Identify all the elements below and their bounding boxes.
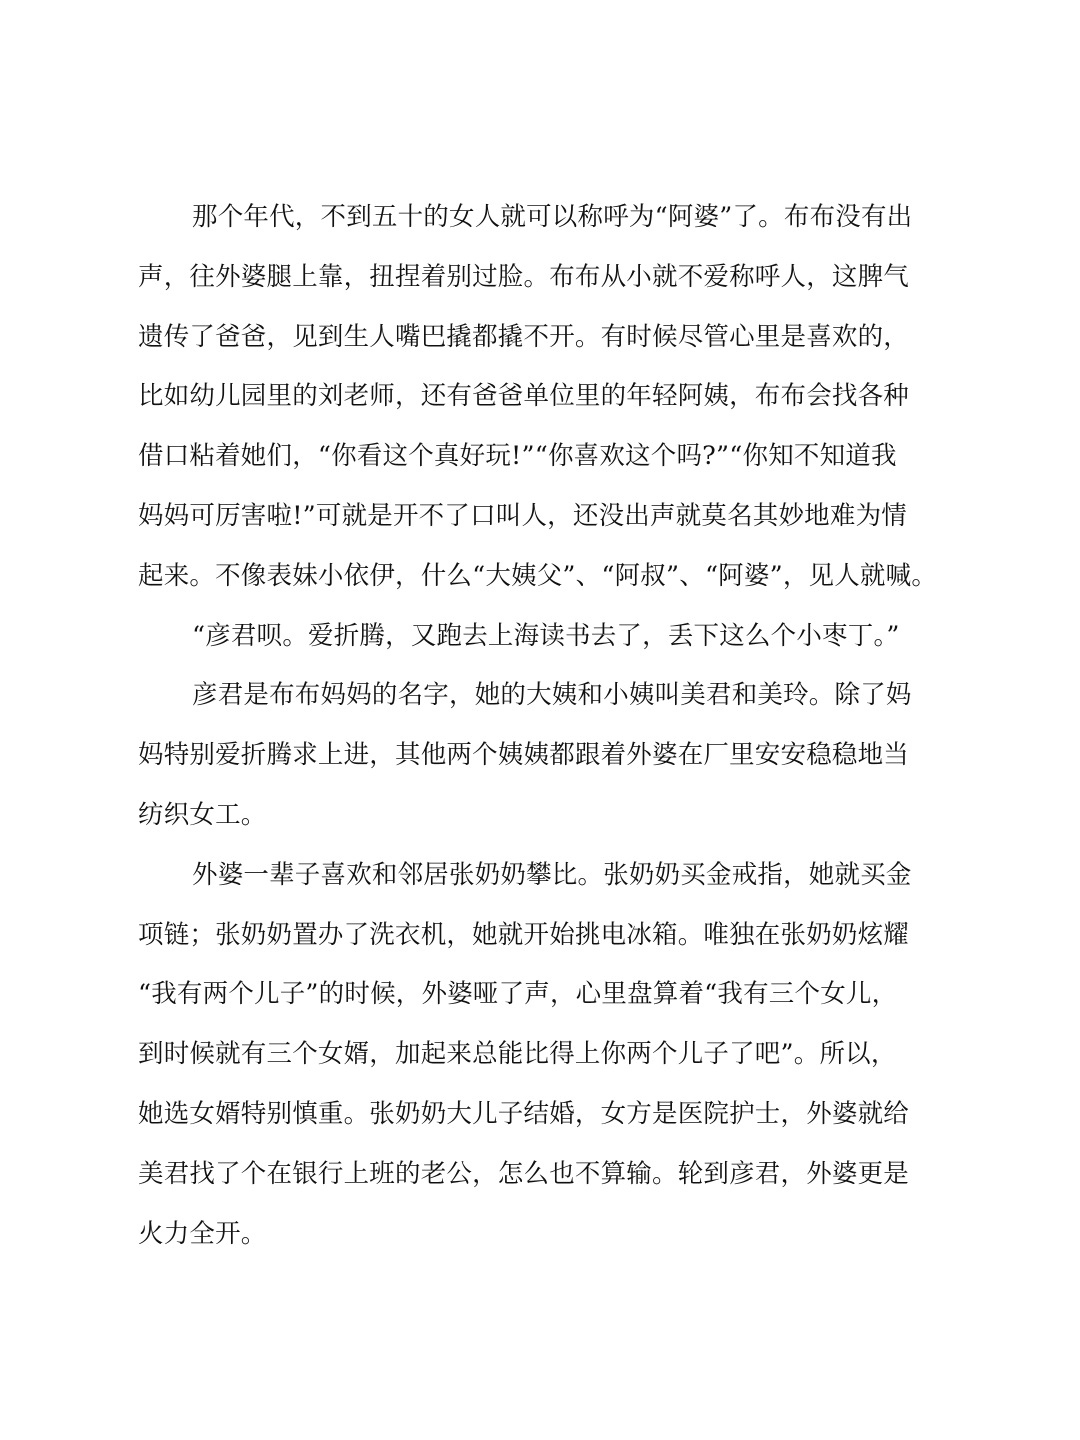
text-line: 美君找了个在银行上班的老公，怎么也不算输。轮到彦君，外婆更是 xyxy=(138,1158,910,1189)
body-text xyxy=(138,190,944,1266)
text-line: “我有两个儿子”的时候，外婆哑了声，心里盘算着“我有三个女儿， xyxy=(138,979,898,1010)
text-line: 起来。不像表妹小依伊，什么“大姨父”、“阿叔”、“阿婆”，见人就喊。 xyxy=(138,560,938,591)
text-line: 外婆一辈子喜欢和邻居张奶奶攀比。张奶奶买金戒指，她就买金 xyxy=(192,859,912,890)
text-line: 火力全开。 xyxy=(138,1218,267,1249)
text-line: “彦君呗。爱折腾，又跑去上海读书去了，丢下这么个小枣丁。” xyxy=(192,620,900,651)
text-line: 那个年代，不到五十的女人就可以称呼为“阿婆”了。布布没有出 xyxy=(192,202,913,232)
text-line: 比如幼儿园里的刘老师，还有爸爸单位里的年轻阿姨，布布会找各种 xyxy=(138,381,910,412)
text-line: 纺织女工。 xyxy=(138,799,267,830)
text-line: 彦君是布布妈妈的名字，她的大姨和小姨叫美君和美玲。除了妈 xyxy=(192,680,912,711)
text-line: 她选女婿特别慎重。张奶奶大儿子结婚，女方是医院护士，外婆就给 xyxy=(138,1098,910,1129)
text-line: 项链；张奶奶置办了洗衣机，她就开始挑电冰箱。唯独在张奶奶炫耀 xyxy=(138,919,910,950)
text-line: 妈妈可厉害啦!”可就是开不了口叫人，还没出声就莫名其妙地难为情 xyxy=(138,500,907,531)
text-line: 借口粘着她们，“你看这个真好玩!”“你喜欢这个吗?”“你知不知道我 xyxy=(138,441,897,472)
text-line: 到时候就有三个女婿，加起来总能比得上你两个儿子了吧”。所以， xyxy=(138,1039,897,1070)
text-line: 妈特别爱折腾求上进，其他两个姨姨都跟着外婆在厂里安安稳稳地当 xyxy=(138,740,910,771)
text-line: 遗传了爸爸，见到生人嘴巴撬都撬不开。有时候尽管心里是喜欢的， xyxy=(138,321,910,352)
text-line: 声，往外婆腿上靠，扭捏着别过脸。布布从小就不爱称呼人，这脾气 xyxy=(138,261,910,292)
